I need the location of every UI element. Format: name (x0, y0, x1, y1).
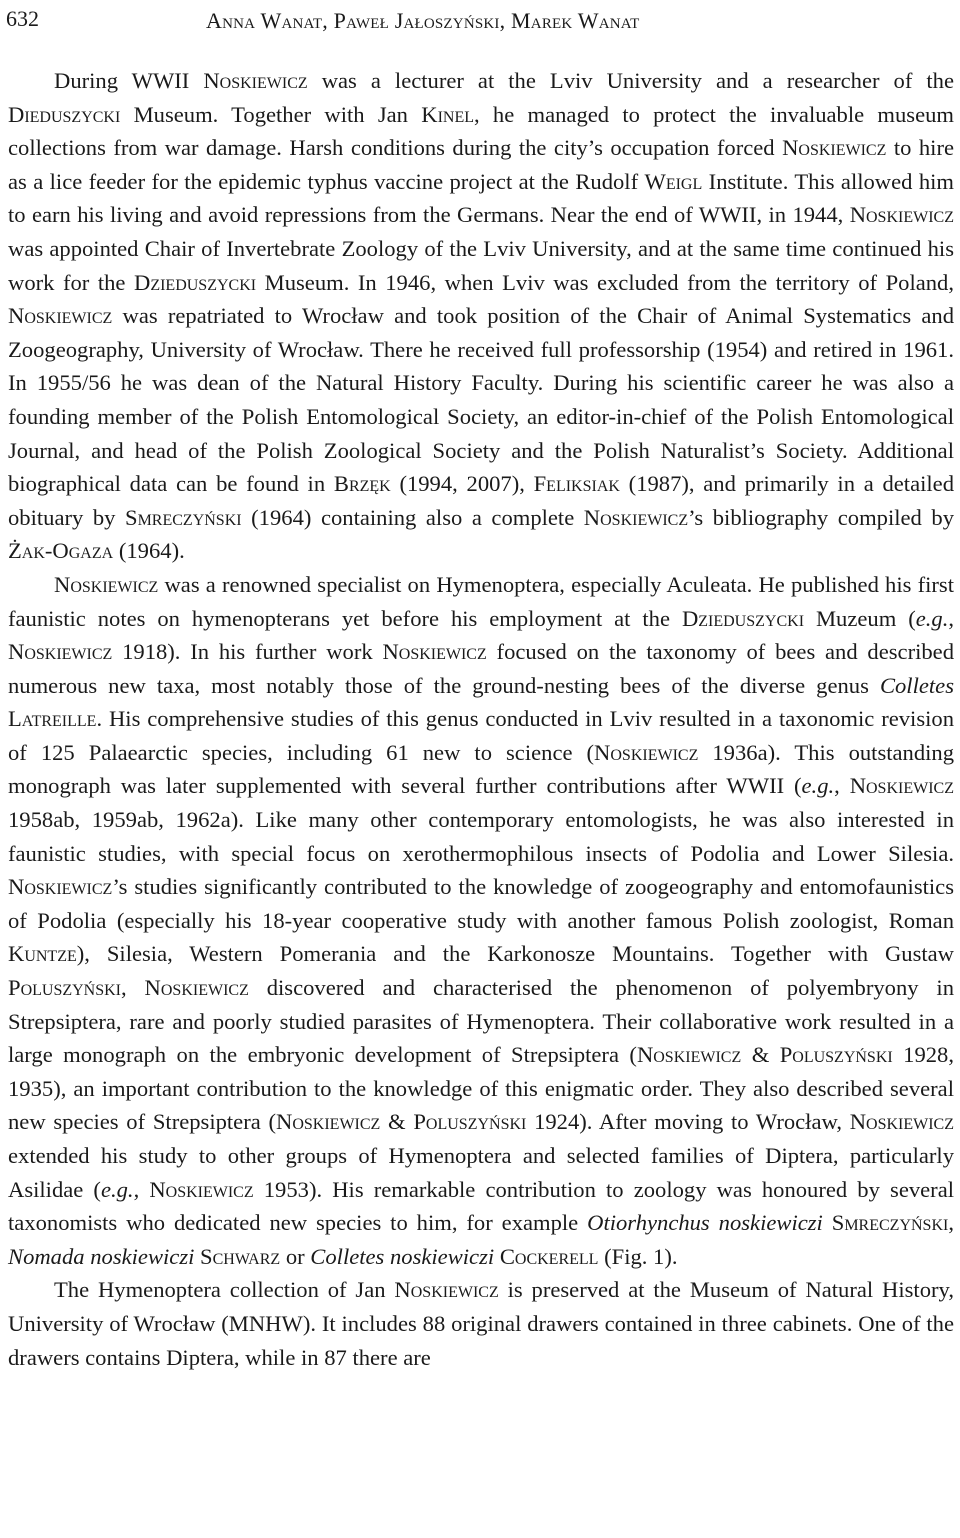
text-run: , he managed to protect the invaluable museum collections from war damage. Harsh conditions during the city’s occupation forced (8, 101, 954, 161)
text-run: , (133, 1176, 150, 1202)
author-name: Noskiewicz (8, 874, 113, 900)
author-name: Noskiewicz (849, 1109, 955, 1135)
author-name: Brzęk (333, 471, 391, 497)
author-name: Schwarz (200, 1243, 281, 1269)
text-run: ’s bibliography compiled by (688, 504, 954, 530)
text-run: 1958ab, 1959ab, 1962a). Like many other contemporary entomologists, he was also interested in faunistic studies, with special focus on xerothermophilous insects of Podolia and Lower Silesia. (8, 807, 954, 866)
text-run: 1936a). This outstanding monograph was later supplemented with several further contributions after WWII ( (8, 739, 955, 799)
author-name: Poluszyński (413, 1109, 527, 1135)
author-name: Kinel (421, 101, 474, 127)
italic-text: e.g. (801, 773, 835, 799)
text-run: (1987), and primarily in a detailed obituary by (8, 471, 954, 530)
author-name: Smreczyński (831, 1210, 949, 1236)
paragraph-research (8, 568, 954, 1273)
text-run: extended his study to other groups of Hymenoptera and selected families of Diptera, particularly Asilidae ( (8, 1143, 954, 1202)
text-run: . His comprehensive studies of this genus conducted in Lviv resulted in a taxonomic revision of 125 Palaearctic species, including 61 new to science ( (8, 706, 954, 765)
text-run: Muzeum ( (804, 605, 916, 631)
text-run: or (280, 1243, 311, 1269)
text-run: & (741, 1042, 780, 1068)
paragraph-collection (8, 1273, 954, 1374)
author-name: Latreille (8, 706, 97, 732)
author-name: Noskiewicz (636, 1042, 742, 1068)
text-run: 1928, 1935), an important contribution to the knowledge of this enigmatic order. They also described several new species of Strepsiptera ( (8, 1042, 954, 1135)
text-run: , (948, 605, 955, 631)
author-name: Noskiewicz (583, 504, 689, 530)
text-run: discovered and characterised the phenomenon of polyembryony in Strepsiptera, rare and poorly studied parasites of Hymenoptera. Their collaborative work resulted in a large monograph on the embryonic development of Strepsiptera ( (8, 975, 954, 1068)
author-name: Noskiewicz (849, 773, 954, 799)
author-name: Smreczyński (125, 504, 242, 530)
page-number: 632 (6, 6, 39, 31)
author-name: Noskiewicz (8, 303, 113, 329)
author-name: Noskiewicz (849, 202, 954, 228)
paragraph-biography (8, 64, 954, 568)
text-run: Museum. In 1946, when Lviv was excluded from the territory of Poland, (256, 269, 954, 295)
author-name: Noskiewicz (149, 1176, 254, 1202)
text-run: 1918). In his further work (112, 639, 383, 665)
text-run: was repatriated to Wrocław and took position of the Chair of Animal Systematics and Zoogeography, University of Wrocław. There he received full professorship (1954) and retired in 1961. In 1955/56 he was dean of the Natural History Faculty. During his scientific career he was also a founding member of the Polish Entomological Society, an editor-in-chief of the Polish Entomological Journal, and head of the Polish Zoological Society and the Polish Naturalist’s Society. Additional biographical data can be found in (8, 303, 954, 497)
text-run: (Fig. 1). (598, 1243, 678, 1269)
author-name: Dzieduszycki (134, 269, 257, 295)
text-run: was a renowned specialist on Hymenoptera, especially Aculeata. He published his first faunistic notes on hymenopterans yet before his employment at the (8, 571, 954, 631)
author-name: Weigl (644, 168, 703, 194)
author-name: Noskiewicz (594, 739, 699, 765)
author-name: Feliksiak (533, 471, 620, 497)
article-body (8, 64, 954, 1374)
text-run (823, 1210, 832, 1235)
author-name: Noskiewicz (394, 1277, 499, 1303)
author-name: Noskiewicz (782, 135, 887, 161)
author-name: Poluszyński (8, 975, 122, 1001)
author-name: Kuntze (8, 941, 77, 967)
author-name: Dzieduszycki (681, 605, 805, 631)
italic-text: e.g. (915, 605, 949, 631)
author-name: Dieduszycki (8, 101, 121, 127)
author-name: Noskiewicz (382, 639, 487, 665)
italic-text: Colletes (879, 672, 954, 698)
text-run: 1953). His remarkable contribution to zoology was honoured by several taxonomists who dedicated new species to him, for example (8, 1176, 954, 1236)
author-name: Poluszyński (779, 1042, 893, 1068)
text-run: , (948, 1210, 954, 1236)
italic-text: Otiorhynchus noskiewiczi (587, 1210, 823, 1236)
text-run: , (121, 975, 145, 1001)
italic-text: Colletes noskiewiczi (310, 1243, 495, 1269)
text-run: 1924). After moving to Wrocław, (526, 1109, 850, 1135)
text-run: ), Silesia, Western Pomerania and the Karkonosze Mountains. Together with Gustaw (76, 941, 954, 967)
text-run: ’s studies significantly contributed to the knowledge of zoogeography and entomofaunistics of Podolia (especially his 18-year cooperative study with another famous Polish zoologist, Roman (8, 874, 954, 933)
italic-text: Nomada noskiewiczi (8, 1243, 195, 1269)
text-run: Institute. This allowed him to earn his living and avoid repressions from the Germans. Near the end of WWII, in 1944, (8, 168, 954, 228)
author-name: Noskiewicz (203, 68, 308, 93)
text-run: (1994, 2007), (390, 471, 534, 497)
text-run: Museum. Together with Jan (120, 101, 422, 127)
text-run: During WWII (54, 68, 204, 93)
italic-text: e.g. (100, 1176, 134, 1202)
text-run: was appointed Chair of Invertebrate Zoology of the Lviv University, and at the same time continued his work for the (8, 235, 954, 295)
running-head-authors: Anna Wanat, Paweł Jałoszyński, Marek Wanat (206, 8, 640, 33)
text-run: to hire as a lice feeder for the epidemic typhus vaccine project at the Rudolf (8, 135, 955, 194)
text-run: (1964). (113, 538, 185, 564)
text-run: was a lecturer at the Lviv University and a researcher of the (307, 68, 954, 93)
author-name: Żak-Ogaza (8, 538, 114, 564)
text-run: focused on the taxonomy of bees and described numerous new taxa, most notably those of the ground-nesting bees of the diverse genus (8, 639, 954, 698)
page-header (6, 4, 952, 38)
text-run: & (380, 1109, 414, 1135)
text-run: is preserved at the Museum of Natural History, University of Wrocław (MNHW). It includes 88 original drawers contained in three cabinets. One of the drawers contains Diptera, while in 87 there are (8, 1277, 955, 1370)
text-run: The Hymenoptera collection of Jan (54, 1277, 395, 1303)
text-run: , (834, 773, 850, 799)
author-name: Noskiewicz (276, 1109, 381, 1135)
author-name: Cockerell (499, 1243, 599, 1269)
author-name: Noskiewicz (54, 571, 159, 597)
text-run: (1964) containing also a complete (241, 504, 584, 530)
author-name: Noskiewicz (8, 639, 113, 665)
author-name: Noskiewicz (144, 975, 249, 1001)
